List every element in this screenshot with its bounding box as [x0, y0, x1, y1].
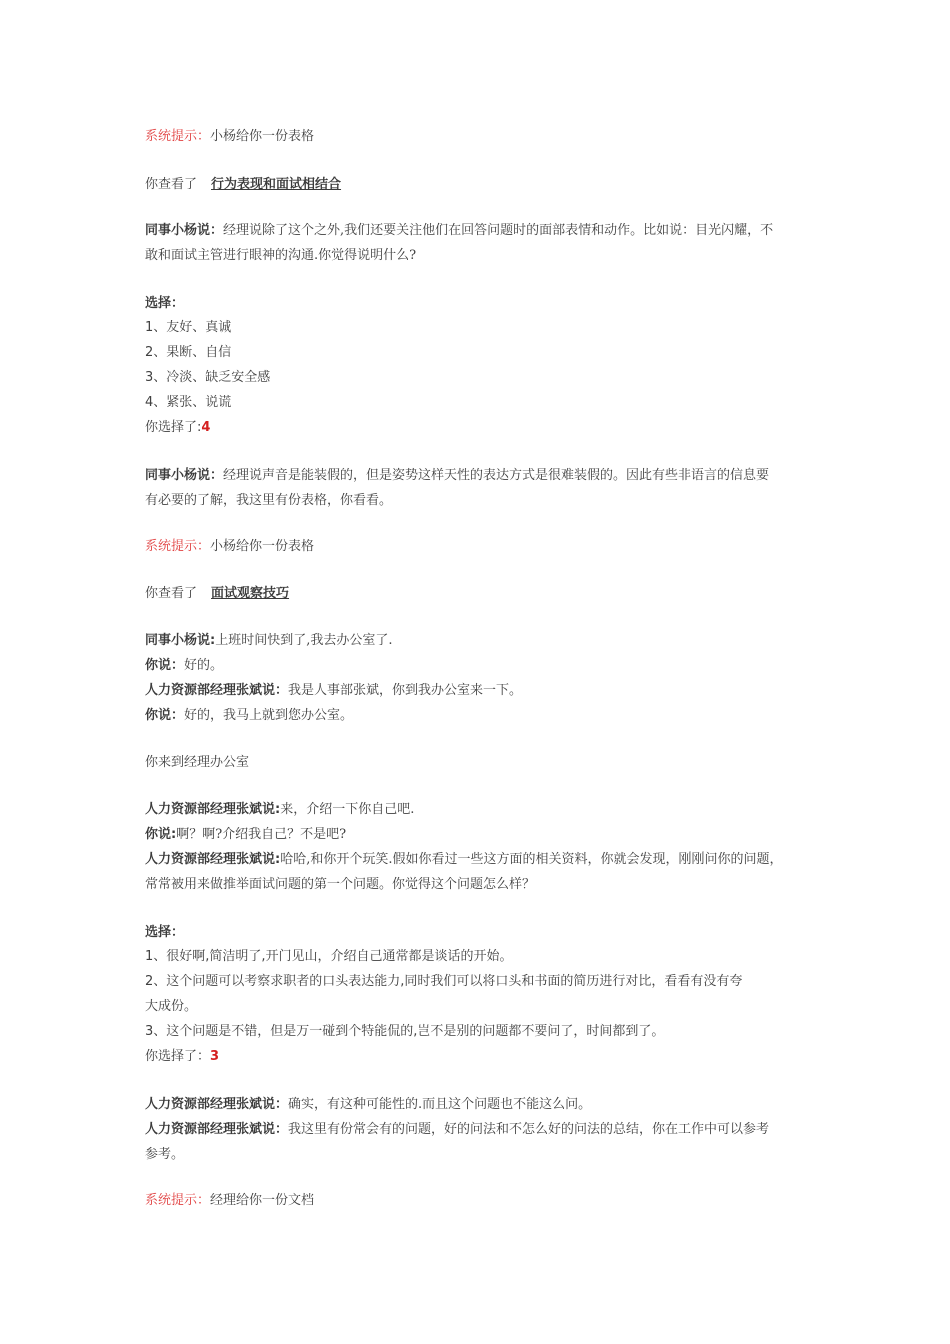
speaker-label: 你说： [145, 658, 185, 673]
selected-prefix: 你选择了: [145, 420, 202, 435]
dialogue-line [145, 826, 346, 844]
selected-value: 4 [201, 420, 211, 435]
selected-choice [145, 1048, 219, 1066]
dialogue-text: 来，介绍一下你自己吧. [280, 802, 415, 817]
choice-option-1[interactable]: 1、友好、真诚 [145, 320, 232, 335]
dialogue-text: 好的，我马上就到您办公室。 [184, 708, 354, 723]
choice-option-3[interactable]: 3、这个问题是不错，但是万一碰到个特能侃的,岂不是别的问题都不要问了，时间都到了。 [145, 1024, 665, 1039]
choice-option-3[interactable]: 3、冷淡、缺乏安全感 [145, 370, 271, 385]
viewed-prefix: 你查看了 [145, 586, 198, 601]
dialogue-text: 经理说声音是能装假的，但是姿势这样天性的表达方式是很难装假的。因此有些非语言的信息要 [223, 468, 770, 483]
speaker-label: 人力资源部经理张斌说: [145, 802, 281, 817]
system-hint-text: 小杨给你一份表格 [210, 539, 315, 554]
viewed-prefix: 你查看了 [145, 177, 198, 192]
dialogue-line [145, 467, 769, 485]
dialogue-line [145, 657, 223, 675]
choice-title: 选择： [145, 925, 185, 940]
system-hint-text: 经理给你一份文档 [210, 1193, 315, 1208]
dialogue-text: 哈哈,和你开个玩笑.假如你看过一些这方面的相关资料，你就会发现，刚刚问你的问题， [280, 852, 783, 867]
dialogue-text: 确实，有这种可能性的.而且这个问题也不能这么问。 [288, 1097, 592, 1112]
system-hint-label: 系统提示： [145, 129, 211, 144]
scene-note: 你来到经理办公室 [145, 755, 250, 770]
system-hint-text: 小杨给你一份表格 [210, 129, 315, 144]
dialogue-line [145, 707, 353, 725]
dialogue-line [145, 632, 392, 650]
system-hint-label: 系统提示： [145, 1193, 211, 1208]
choice-option-4[interactable]: 4、紧张、说谎 [145, 395, 232, 410]
dialogue-line [145, 851, 782, 869]
dialogue-text-continued: 有必要的了解，我这里有份表格，你看看。 [145, 493, 393, 508]
system-hint [145, 128, 314, 146]
speaker-label: 人力资源部经理张斌说： [145, 1097, 289, 1112]
viewed-document [145, 585, 289, 603]
document-link-observation[interactable]: 面试观察技巧 [211, 586, 290, 601]
dialogue-text: 我是人事部张斌，你到我办公室来一下。 [288, 683, 523, 698]
selected-value: 3 [210, 1049, 220, 1064]
selected-prefix: 你选择了： [145, 1049, 211, 1064]
speaker-label: 同事小杨说: [145, 633, 216, 648]
choice-option-2[interactable]: 2、果断、自信 [145, 345, 232, 360]
dialogue-line [145, 1121, 769, 1139]
dialogue-text-continued: 常常被用来做推举面试问题的第一个问题。你觉得这个问题怎么样？ [145, 877, 536, 892]
dialogue-text: 好的。 [184, 658, 224, 673]
system-hint [145, 538, 314, 556]
dialogue-text: 上班时间快到了,我去办公室了. [215, 633, 393, 648]
dialogue-line [145, 222, 773, 240]
selected-choice [145, 419, 210, 437]
choice-title: 选择： [145, 296, 185, 311]
speaker-label: 同事小杨说： [145, 468, 224, 483]
speaker-label: 你说: [145, 827, 177, 842]
choice-option-1[interactable]: 1、很好啊,简洁明了,开门见山，介绍自己通常都是谈话的开始。 [145, 949, 513, 964]
dialogue-text: 经理说除了这个之外,我们还要关注他们在回答问题时的面部表情和动作。比如说：目光闪耀，不 [223, 223, 774, 238]
dialogue-text: 我这里有份常会有的问题，好的问法和不怎么好的问法的总结，你在工作中可以参考 [288, 1122, 770, 1137]
document-link-behavior[interactable]: 行为表现和面试相结合 [211, 177, 342, 192]
speaker-label: 人力资源部经理张斌说: [145, 852, 281, 867]
dialogue-text-continued: 参考。 [145, 1147, 185, 1162]
dialogue-text: 啊？啊?介绍我自己？不是吧? [176, 827, 347, 842]
dialogue-line [145, 682, 522, 700]
choice-option-2[interactable]: 2、这个问题可以考察求职者的口头表达能力,同时我们可以将口头和书面的简历进行对比，看看有没有夸 [145, 974, 743, 989]
system-hint [145, 1192, 314, 1210]
dialogue-text-continued: 敢和面试主管进行眼神的沟通.你觉得说明什么? [145, 248, 417, 263]
choice-option-2-continued[interactable]: 大成份。 [145, 999, 198, 1014]
speaker-label: 你说： [145, 708, 185, 723]
system-hint-label: 系统提示： [145, 539, 211, 554]
speaker-label: 人力资源部经理张斌说： [145, 683, 289, 698]
speaker-label: 人力资源部经理张斌说： [145, 1122, 289, 1137]
dialogue-line [145, 801, 414, 819]
viewed-document [145, 176, 341, 194]
speaker-label: 同事小杨说： [145, 223, 224, 238]
dialogue-line [145, 1096, 591, 1114]
